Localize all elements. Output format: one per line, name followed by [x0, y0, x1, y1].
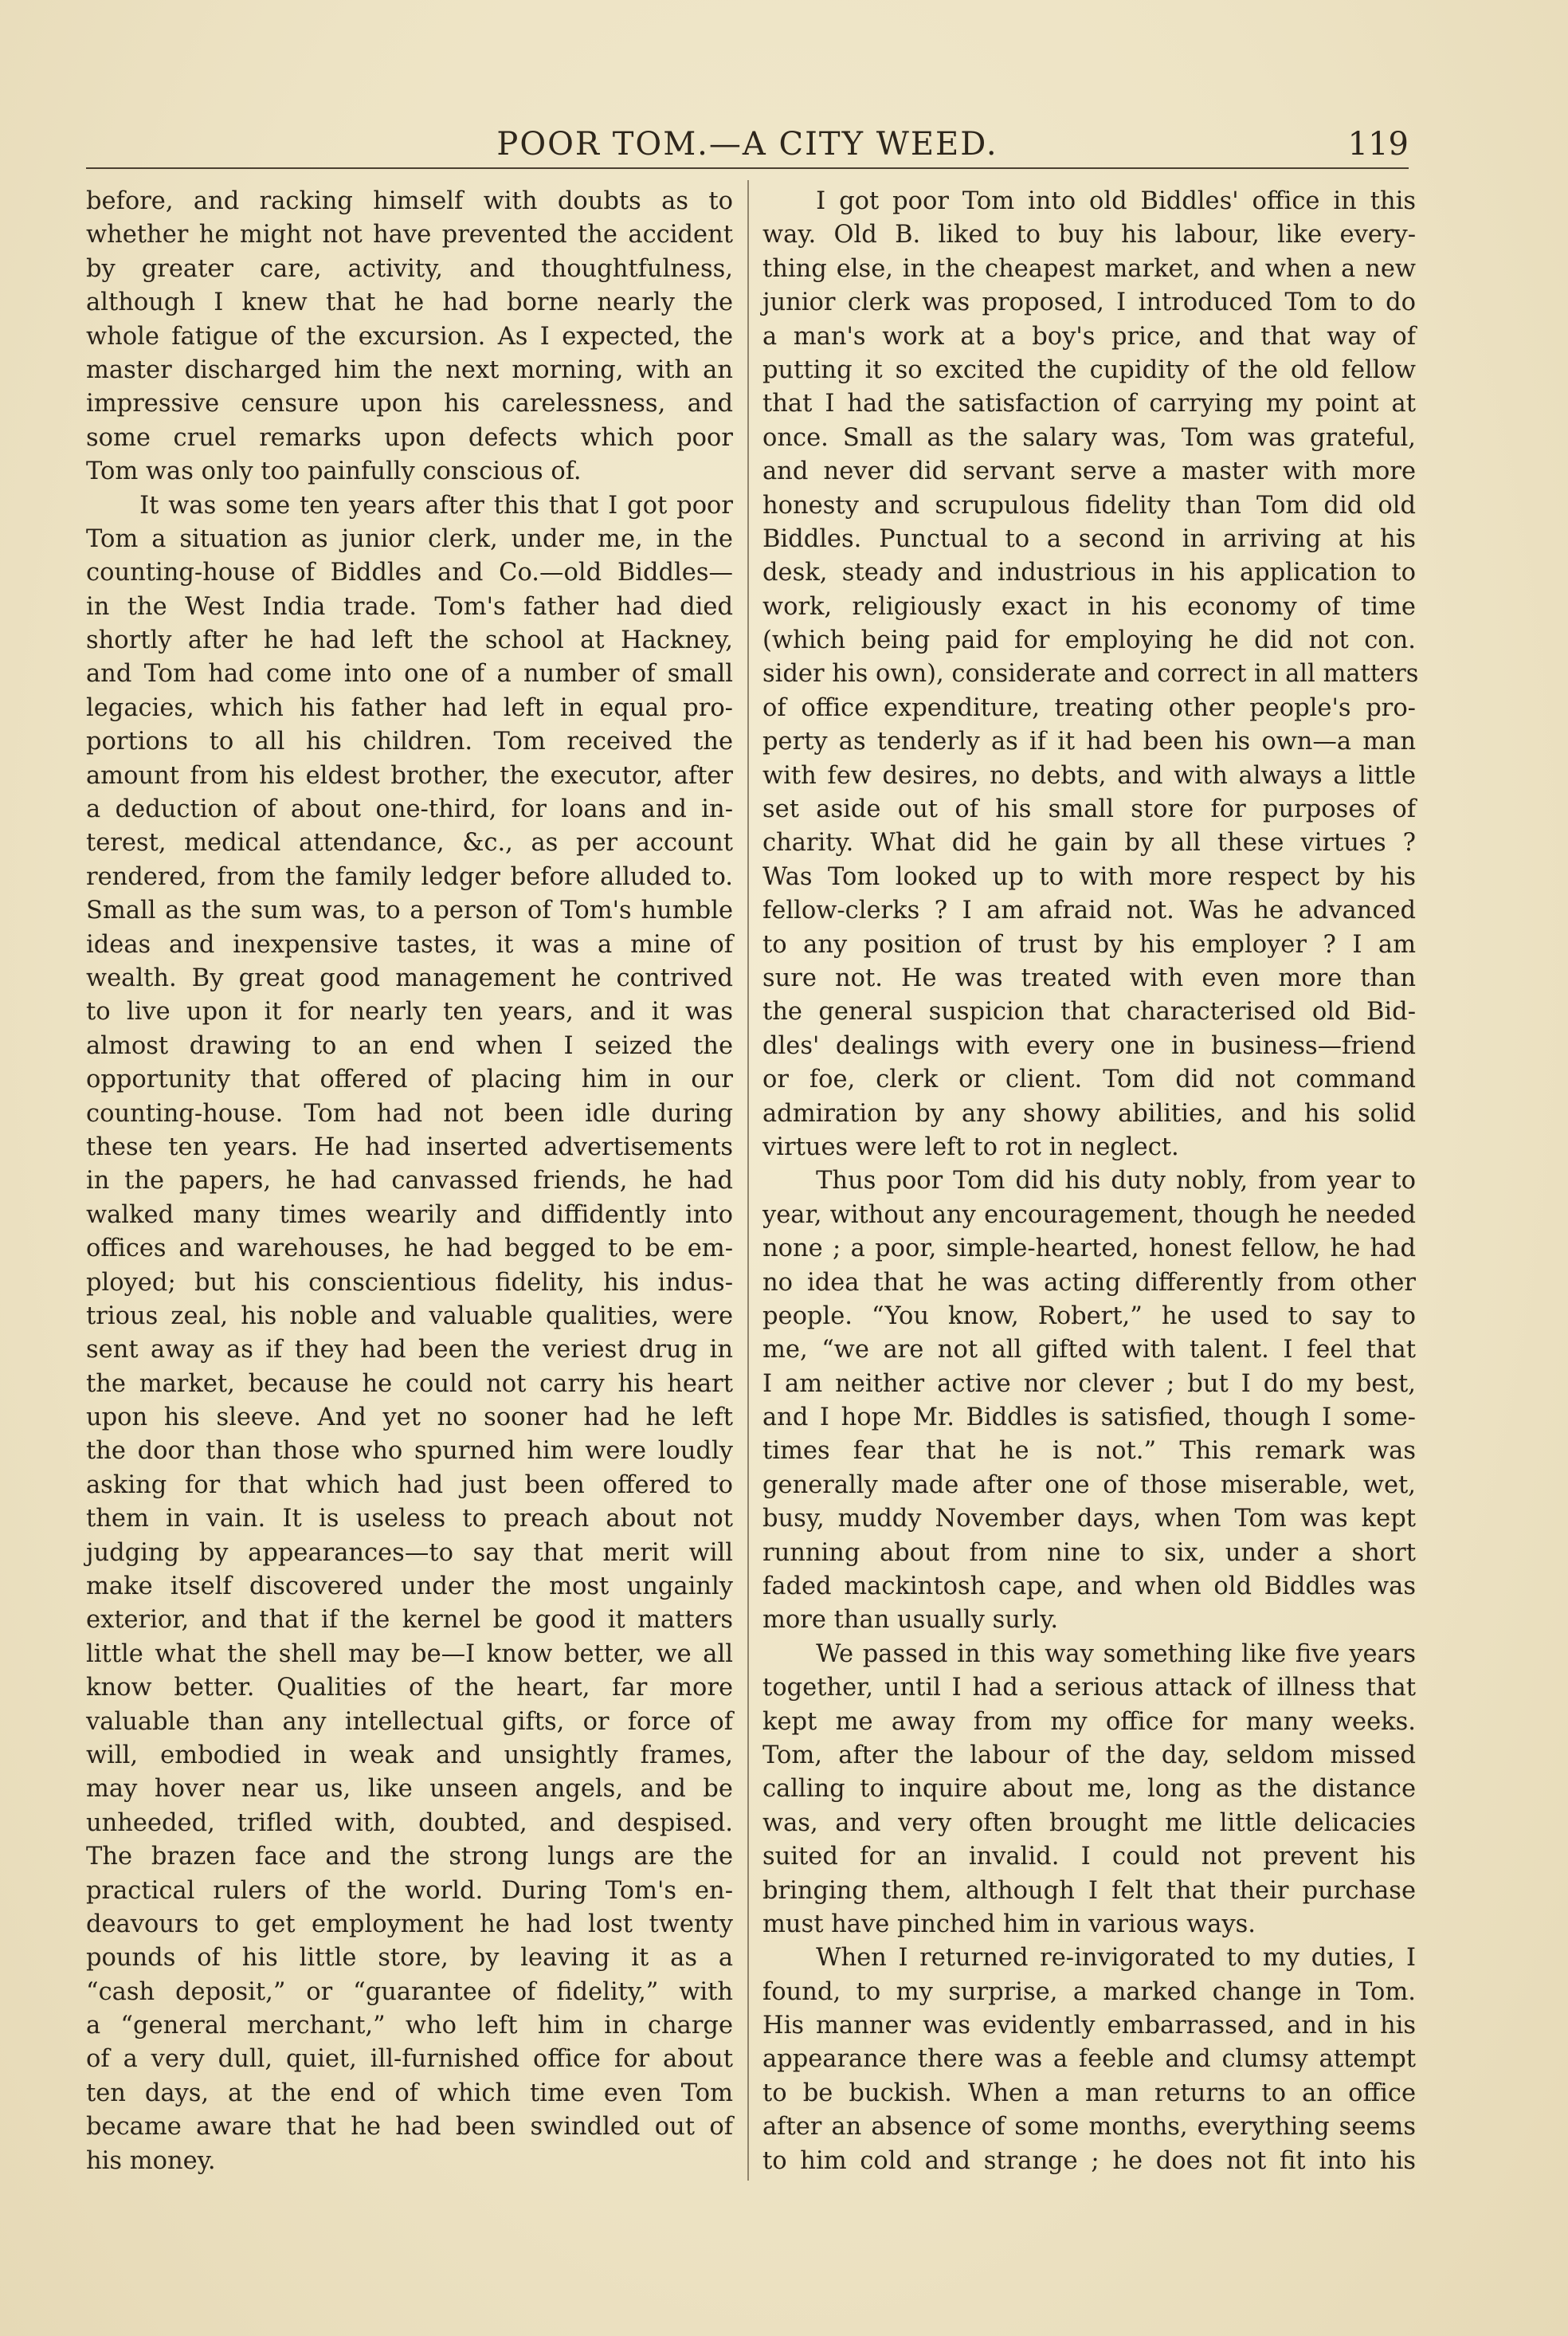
text-line: little what the shell may be—I know better, we all — [86, 1639, 733, 1668]
text-line: them in vain. It is useless to preach about not — [86, 1505, 733, 1533]
text-line: was, and very often brought me little delicacies — [762, 1808, 1416, 1837]
text-line: with few desires, no debts, and with always a little — [762, 761, 1416, 790]
text-line: before, and racking himself with doubts as to — [86, 187, 733, 215]
text-line: honesty and scrupulous fidelity than Tom did old — [762, 491, 1416, 520]
text-line: valuable than any intellectual gifts, or force of — [86, 1707, 733, 1736]
text-line: junior clerk was proposed, I introduced Tom to do — [762, 289, 1416, 317]
text-line: became aware that he had been swindled out of — [86, 2113, 733, 2142]
text-line: The brazen face and the strong lungs are the — [86, 1843, 733, 1871]
text-line: wealth. By great good management he contrived — [86, 964, 733, 992]
text-line: We passed in this way something like five years — [816, 1639, 1416, 1668]
text-line: almost drawing to an end when I seized the — [86, 1031, 733, 1060]
text-line: set aside out of his small store for purposes of — [762, 795, 1416, 824]
text-line: putting it so excited the cupidity of the old fellow — [762, 355, 1416, 384]
text-line: impressive censure upon his carelessness, and — [86, 390, 733, 418]
text-line: times fear that he is not.” This remark was — [762, 1437, 1416, 1466]
header-rule — [86, 167, 1409, 169]
text-line: Was Tom looked up to with more respect by his — [762, 862, 1416, 891]
text-line: more than usually surly. — [762, 1606, 1059, 1635]
text-line: together, until I had a serious attack of illness that — [762, 1674, 1416, 1702]
text-line: busy, muddy November days, when Tom was kept — [762, 1505, 1416, 1533]
text-line: sure not. He was treated with even more than — [762, 964, 1416, 992]
text-line: in the West India trade. Tom's father had died — [86, 592, 733, 621]
text-line: I am neither active nor clever ; but I do my best, — [762, 1369, 1416, 1398]
text-line: make itself discovered under the most ungainly — [86, 1572, 733, 1601]
text-line: that I had the satisfaction of carrying my point at — [762, 390, 1416, 418]
text-line: portions to all his children. Tom received the — [86, 728, 733, 756]
text-line: judging by appearances—to say that merit will — [86, 1538, 733, 1567]
text-line: amount from his eldest brother, the executor, after — [86, 761, 733, 790]
left-column — [86, 185, 733, 2178]
text-line: me, “we are not all gifted with talent. I feel that — [762, 1336, 1416, 1364]
text-line: may hover near us, like unseen angels, and be — [86, 1775, 733, 1804]
right-column — [762, 185, 1419, 2178]
text-line: generally made after one of those miserable, wet, — [762, 1470, 1416, 1499]
text-line: some cruel remarks upon defects which poor — [86, 423, 733, 452]
text-line: running about from nine to six, under a short — [762, 1538, 1416, 1567]
text-line: must have pinched him in various ways. — [762, 1910, 1256, 1938]
text-line: and I hope Mr. Biddles is satisfied, though I some- — [762, 1404, 1416, 1432]
column-divider — [747, 180, 749, 2181]
text-line: unheeded, trifled with, doubted, and despised. — [86, 1808, 733, 1837]
text-line: deavours to get employment he had lost twenty — [86, 1910, 733, 1938]
text-line: and Tom had come into one of a number of small — [86, 660, 733, 689]
text-line: legacies, which his father had left in equal pro- — [86, 693, 733, 722]
text-line: ployed; but his conscientious fidelity, his indus- — [86, 1268, 733, 1297]
text-line: desk, steady and industrious in his application to — [762, 559, 1416, 587]
text-line: faded mackintosh cape, and when old Biddles was — [762, 1572, 1416, 1601]
text-line: once. Small as the salary was, Tom was grateful, — [762, 423, 1416, 452]
text-line: offices and warehouses, he had begged to be em- — [86, 1235, 733, 1263]
text-line: fellow-clerks ? I am afraid not. Was he advanced — [762, 897, 1416, 925]
page-number: 119 — [1347, 126, 1409, 163]
text-line: no idea that he was acting differently from other — [762, 1268, 1416, 1297]
text-line: When I returned re-invigorated to my duties, I — [816, 1944, 1416, 1973]
text-line: these ten years. He had inserted advertisements — [86, 1133, 733, 1161]
text-line: admiration by any showy abilities, and his solid — [762, 1099, 1416, 1128]
text-line: a man's work at a boy's price, and that way of — [762, 322, 1416, 351]
text-line: rendered, from the family ledger before alluded to. — [86, 862, 733, 891]
text-line: the door than those who spurned him were loudly — [86, 1437, 733, 1466]
text-line: counting-house of Biddles and Co.—old Biddles— — [86, 559, 733, 587]
text-line: exterior, and that if the kernel be good it matters — [86, 1606, 733, 1635]
text-line: suited for an invalid. I could not prevent his — [762, 1843, 1416, 1871]
text-line: Tom was only too painfully conscious of. — [86, 457, 582, 486]
text-line: of office expenditure, treating other people's pro- — [762, 693, 1416, 722]
text-line: whole fatigue of the excursion. As I expected, the — [86, 322, 733, 351]
text-line: trious zeal, his noble and valuable qualities, were — [86, 1301, 733, 1330]
text-line: sent away as if they had been the veriest drug in — [86, 1336, 733, 1364]
text-line: sider his own), considerate and correct in all matters — [762, 660, 1419, 689]
text-line: will, embodied in weak and unsightly frames, — [86, 1741, 733, 1769]
text-line: know better. Qualities of the heart, far more — [86, 1674, 733, 1702]
text-line: virtues were left to rot in neglect. — [762, 1133, 1179, 1161]
text-line: calling to inquire about me, long as the distance — [762, 1775, 1416, 1804]
text-line: after an absence of some months, everything seems — [762, 2113, 1416, 2142]
text-line: to live upon it for nearly ten years, and it was — [86, 998, 733, 1027]
text-line: the market, because he could not carry his heart — [86, 1369, 733, 1398]
text-line: a “general merchant,” who left him in charge — [86, 2012, 733, 2040]
text-line: asking for that which had just been offered to — [86, 1470, 733, 1499]
text-line: ideas and inexpensive tastes, it was a mine of — [86, 930, 733, 959]
text-line: bringing them, although I felt that their purchase — [762, 1876, 1416, 1905]
text-line: year, without any encouragement, though he needed — [762, 1200, 1416, 1229]
text-line: found, to my surprise, a marked change in Tom. — [762, 1977, 1416, 2006]
text-line: Thus poor Tom did his duty nobly, from year to — [816, 1167, 1416, 1195]
text-line: although I knew that he had borne nearly the — [86, 289, 733, 317]
text-line: practical rulers of the world. During Tom's en- — [86, 1876, 733, 1905]
text-line: or foe, clerk or client. Tom did not command — [762, 1066, 1416, 1094]
text-line: Tom, after the labour of the day, seldom missed — [762, 1741, 1416, 1769]
text-line: charity. What did he gain by all these virtues ? — [762, 829, 1416, 858]
text-line: his money. — [86, 2146, 216, 2175]
text-line: perty as tenderly as if it had been his own—a man — [762, 728, 1416, 756]
text-line: none ; a poor, simple-hearted, honest fellow, he had — [762, 1235, 1416, 1263]
text-line: I got poor Tom into old Biddles' office in this — [816, 187, 1416, 215]
text-line: shortly after he had left the school at Hackney, — [86, 626, 733, 655]
text-line: (which being paid for employing he did not con. — [762, 626, 1416, 655]
text-line: Tom a situation as junior clerk, under me, in the — [86, 524, 733, 553]
text-line: to any position of trust by his employer ? I am — [762, 930, 1416, 959]
text-line: a deduction of about one-third, for loans and in- — [86, 795, 733, 824]
running-header — [86, 120, 1409, 167]
text-line: whether he might not have prevented the accident — [86, 221, 733, 249]
text-line: It was some ten years after this that I got poor — [139, 491, 733, 520]
text-line: kept me away from my office for many weeks. — [762, 1707, 1416, 1736]
text-line: and never did servant serve a master with more — [762, 457, 1416, 486]
text-line: dles' dealings with every one in business—friend — [762, 1031, 1416, 1060]
text-line: His manner was evidently embarrassed, and in his — [762, 2012, 1416, 2040]
text-line: Biddles. Punctual to a second in arriving at his — [762, 524, 1416, 553]
text-line: thing else, in the cheapest market, and when a new — [762, 254, 1416, 283]
text-line: appearance there was a feeble and clumsy attempt — [762, 2045, 1416, 2074]
text-line: in the papers, he had canvassed friends, he had — [86, 1167, 733, 1195]
text-line: master discharged him the next morning, with an — [86, 355, 733, 384]
text-line: by greater care, activity, and thoughtfulness, — [86, 254, 733, 283]
text-line: ten days, at the end of which time even Tom — [86, 2079, 733, 2107]
text-line: way. Old B. liked to buy his labour, like every- — [762, 221, 1416, 249]
text-line: walked many times wearily and diffidently into — [86, 1200, 733, 1229]
text-line: the general suspicion that characterised old Bid- — [762, 998, 1416, 1027]
text-line: work, religiously exact in his economy of time — [762, 592, 1416, 621]
text-line: Small as the sum was, to a person of Tom's humble — [86, 897, 733, 925]
text-line: opportunity that offered of placing him in our — [86, 1066, 733, 1094]
text-line: people. “You know, Robert,” he used to say to — [762, 1301, 1416, 1330]
running-title: POOR TOM.—A CITY WEED. — [496, 126, 998, 163]
text-line: upon his sleeve. And yet no sooner had he left — [86, 1404, 733, 1432]
text-line: of a very dull, quiet, ill-furnished office for about — [86, 2045, 733, 2074]
text-line: “cash deposit,” or “guarantee of fidelity,” with — [86, 1977, 733, 2006]
text-line: to him cold and strange ; he does not fit into his — [762, 2146, 1416, 2175]
text-line: terest, medical attendance, &c., as per account — [86, 829, 733, 858]
text-line: to be buckish. When a man returns to an office — [762, 2079, 1416, 2107]
text-line: pounds of his little store, by leaving it as a — [86, 1944, 733, 1973]
text-line: counting-house. Tom had not been idle during — [86, 1099, 733, 1128]
